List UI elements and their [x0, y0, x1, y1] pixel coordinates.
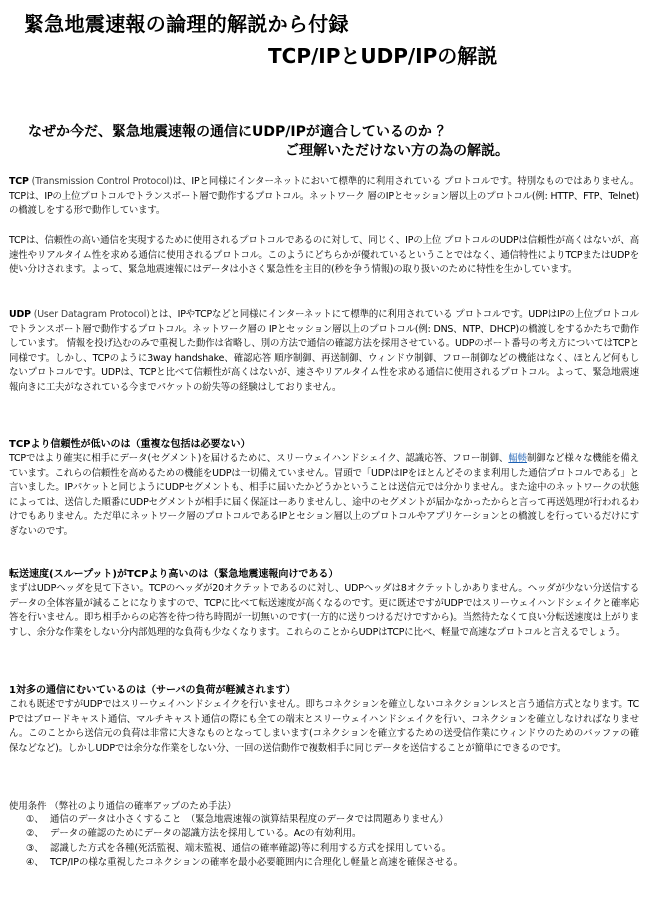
reliability-heading: TCPより信頼性が低いのは（重複な包括は必要ない）	[9, 439, 251, 450]
list-item	[26, 813, 636, 827]
conditions-title: 使用条件 （弊社のより通信の確率アップのため手法）	[9, 801, 237, 812]
document-title-sub: TCP/IPとUDP/IPの解説	[268, 44, 498, 68]
tcp-intro-body: は、IPと同様にインターネットにおいて標準的に利用されている プロトコルです。特別なものではありません。TCPは、IPの上位プロトコルでトランスポート層で動作するプロトコル。ネットワーク 層のIPとセッション層以上のプロトコル(例: HTTP、FTP、Telnet)の橋渡しをする形で動作しています。	[9, 176, 639, 217]
tcp-compare-body: TCPは、信頼性の高い通信を実現するために使用されるプロトコルであるのに対して、同じく、IPの上位 プロトコルのUDPは信頼性が高くはないが、高速性やリアルタイム性を求める通信に使用されるプロトコル。このようにどちらかが優れているということではなく、通信特性によりTCPまたはUDPを使い分けされます。よって、緊急地震速報にはデータは小さく緊急性を主目的(秒を争う情報)の取り扱いのために特性を生かしています。	[9, 235, 639, 276]
list-item	[26, 827, 636, 841]
list-item-number: ①、	[26, 814, 44, 825]
multicast-heading: 1対多の通信にむいているのは（サーバの負荷が軽減されます）	[9, 685, 296, 696]
tcp-term: TCP	[9, 176, 29, 187]
reliability-body-end: 制御など様々な機能を備えています。これらの信頼性を高めるための機能をUDPは一切備えていません。冒頭で「UDPはIPをほとんどそのまま利用した通信プロトコルである」と言いました。IPパケットと同じようにUDPセグメントも、相手に届いたかどうかということは送信元では分かりません。また途中のネットワークの状態によっては、送信した順番にUDPセグメントが相手に届く保証はーありませんし、途中のセグメントが届かなかったからと言って再送処理が行われるわけでもありません。ただ単にネットワーク層のプロトコルであるIPとセション層以上のプロトコルやアプリケーションとの橋渡しを行っているだけにすぎないのです。	[9, 453, 640, 537]
list-item-number: ③、	[26, 842, 44, 854]
subtitle-question: なぜか今だ、緊急地震速報の通信にUDP/IPが適合しているのか ？	[28, 124, 451, 140]
document-title: 緊急地震速報の論理的解説から付録	[24, 12, 349, 36]
speed-heading: 転送速度(スループット)がTCPより高いのは（緊急地震速報向けである）	[9, 569, 339, 580]
multicast-paragraph	[9, 698, 639, 756]
list-item-text: TCP/IPの様な重視したコネクションの確率を最小必要範囲内に合理化し軽量と高速を確保させる。	[50, 857, 464, 869]
udp-intro-paragraph	[9, 308, 639, 396]
list-item-number: ②、	[26, 828, 44, 840]
list-item-text: 認識した方式を各種(死活監視、端末監視、通信の確率確認)等に利用する方式を採用している。	[50, 842, 452, 854]
list-item	[26, 856, 636, 870]
list-item-text: データの確認のためにデータの認識方法を採用している。Acの有効利用。	[50, 828, 362, 840]
udp-term: UDP	[9, 309, 31, 320]
list-item-text: 通信のデータは小さくすること （緊急地震速報の演算結果程度のデータでは問題ありません）	[50, 814, 449, 825]
conditions-list	[26, 813, 636, 871]
udp-term-expansion: (User Datagram Protocol)	[30, 309, 150, 320]
tcp-intro-paragraph	[9, 175, 639, 219]
multicast-body: これも既述ですがUDPではスリーウェイハンドシェイクを行いません。即ちコネクションを確立しないコネクションレスと言う通信方式となります。TCPではブロードキャスト通信、マルチキャスト通信の際にも全ての端末とスリーウェイハンドシェイクを行い、コネクションを確立しなければなりません。このことから送信元の負荷は非常に大きなものとなってしまいます(コネクションを確立するための送受信作業にウィンドウのためのバッファの確保などなど)。しかしUDPでは余分な作業をしない分、一回の送信動作で複数相手に同じデータを送信することが簡単にできるのです。	[9, 699, 639, 754]
reliability-body-start: TCPではより確実に相手にデータ(セグメント)を届けるために、スリーウェイハンドシェイク、認識応答、フロー制御、	[9, 453, 509, 464]
reliability-paragraph	[9, 452, 639, 540]
congestion-link[interactable]: 輻輳	[508, 453, 528, 464]
subtitle-explanation: ご理解いただけない方の為の解説。	[285, 143, 509, 159]
tcp-term-expansion: (Transmission Control Protocol)	[28, 176, 173, 187]
list-item	[26, 842, 636, 856]
udp-intro-body: とは、IPやTCPなどと同様にインターネットにて標準的に利用されている プロトコルです。UDPはIPの上位プロトコルでトランスポート層で動作するプロトコル。ネットワーク層の IPとセッション層以上のプロトコル(例: DNS、NTP、DHCP)の橋渡しをするかたちで動作しています。 情報を投げ込むのみで重視した動作は省略し、別の方法で通信の確認方法を採用させている。UDPのポート番号の考え方についてはTCPと同様です。しかし、TCPのように3way handshake、確認応答 順序制御、再送制御、ウィンドウ制御、フロー制御などの機能はなく、ほとんど何もしないプロトコルです。UDPは、TCPと比べて信頼性が高くはないが、速さやリアルタイム性を求める通信に使用されるプロトコル。よって、緊急地震速報向きに工夫がなされている今までパケットの紛失等の経験はしておりません。	[9, 309, 639, 393]
list-item-number: ④、	[26, 857, 44, 869]
speed-paragraph	[9, 582, 639, 640]
tcp-udp-comparison-paragraph	[9, 234, 639, 278]
speed-body: まずはUDPヘッダを見て下さい。TCPのヘッダが20オクテットであるのに対し、UDPヘッダは8オクテットしかありません。ヘッダが少ない分送信するデータの全体容量が減ることになりますので、TCPに比べて転送速度が高くなるのです。更に既述ですがUDPではスリーウェイハンドシェイクと確率応答を行いません。即ち相手からの応答を待つ待ち時間が一切無いのです(一方的に送りつけるだけですから)。当然待たなくて良い分転送速度は上がりますし、余分な作業をしない分内部処理的な負荷も少なくなります。これらのことからUDPはTCPに比べ、軽量で高速なプロトコルと言えるでしょう。	[9, 583, 639, 638]
